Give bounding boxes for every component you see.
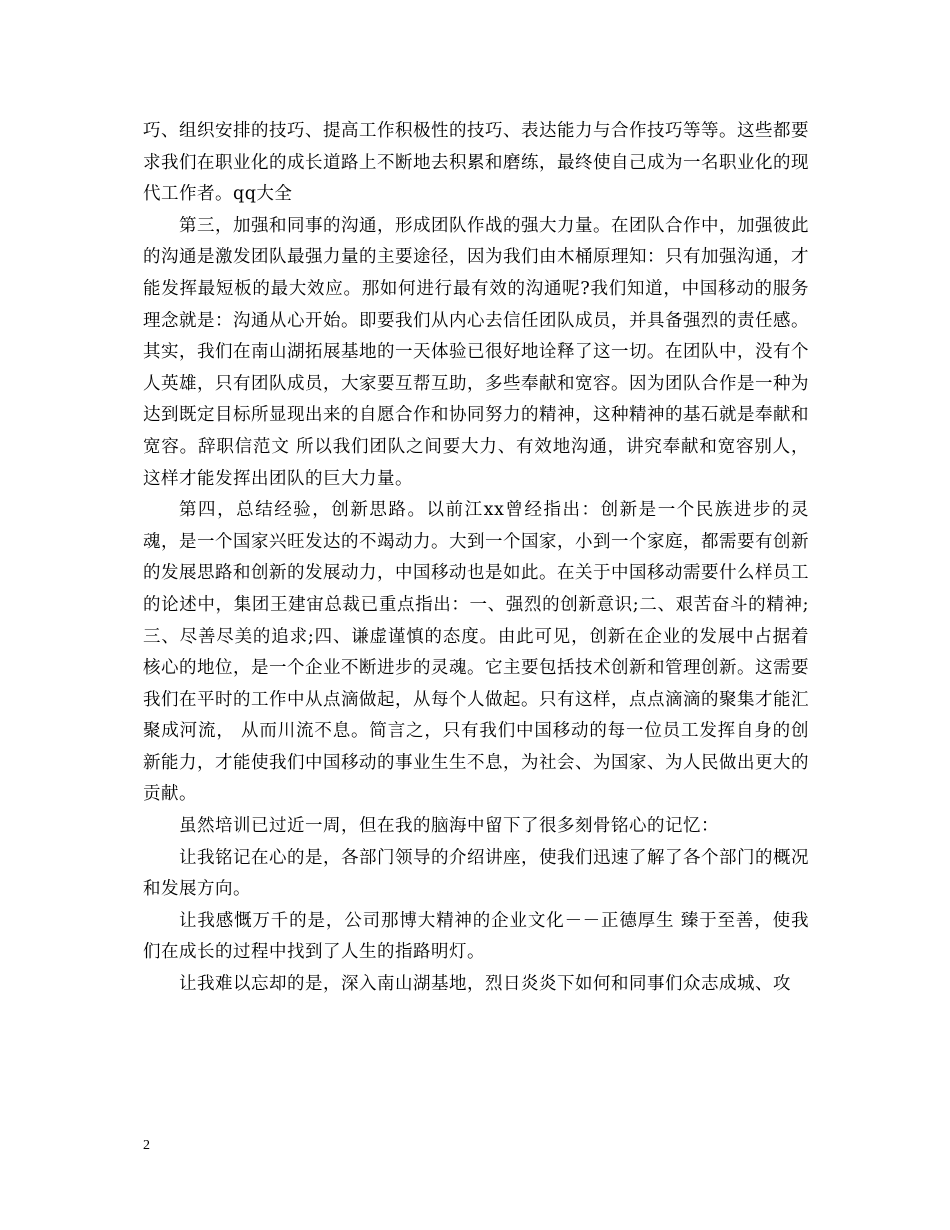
paragraph-third-point: 第三，加强和同事的沟通，形成团队作战的强大力量。在团队合作中，加强彼此的沟通是激发团队最强力量的主要途径，因为我们由木桶原理知：只有加强沟通，才能发挥最短板的最大效应。那如何进行最有效的沟通呢?我们知道，中国移动的服务理念就是：沟通从心开始。即要我们从内心去信任团队成员，并具备强烈的责任感。其实，我们在南山湖拓展基地的一天体验已很好地诠释了这一切。在团队中，没有个人英雄，只有团队成员，大家要互帮互助，多些奉献和宽容。因为团队合作是一种为达到既定目标所显现出来的自愿合作和协同努力的精神，这种精神的基石就是奉献和宽容。辞职信范文 所以我们团队之间要大力、有效地沟通，讲究奉献和宽容别人，这样才能发挥出团队的巨大力量。 bbox=[143, 215, 809, 489]
paragraph-fourth-point: 第四，总结经验，创新思路。以前江xx曾经指出：创新是一个民族进步的灵魂，是一个国家兴旺发达的不竭动力。大到一个国家，小到一个家庭，都需要有创新的发展思路和创新的发展动力，中国移动也是如此。在关于中国移动需要什么样员工的论述中，集团王建宙总裁已重点指出：一、强烈的创新意识;二、艰苦奋斗的精神;三、尽善尽美的追求;四、谦虚谨慎的态度。由此可见，创新在企业的发展中占据着核心的地位，是一个企业不断进步的灵魂。它主要包括技术创新和管理创新。这需要我们在平时的工作中从点滴做起，从每个人做起。只有这样，点点滴滴的聚集才能汇聚成河流， 从而川流不息。简言之，只有我们中国移动的每一位员工发挥自身的创新能力，才能使我们中国移动的事业生生不息，为社会、为国家、为人民做出更大的贡献。 bbox=[143, 500, 809, 805]
page-number: 2 bbox=[143, 1138, 150, 1153]
paragraph-memory-lectures: 让我铭记在心的是，各部门领导的介绍讲座，使我们迅速了解了各个部门的概况和发展方向。 bbox=[143, 847, 809, 900]
paragraph-continuation: 巧、组织安排的技巧、提高工作积极性的技巧、表达能力与合作技巧等等。这些都要求我们在职业化的成长道路上不断地去积累和磨练，最终使自己成为一名职业化的现代工作者。qq大全 bbox=[143, 121, 809, 205]
body-text bbox=[143, 116, 809, 1001]
paragraph-memory-base: 让我难以忘却的是，深入南山湖基地，烈日炎炎下如何和同事们众志成城、攻 bbox=[179, 974, 791, 995]
paragraph-memory-culture: 让我感慨万千的是，公司那博大精神的企业文化－－正德厚生 臻于至善，使我们在成长的过程中找到了人生的指路明灯。 bbox=[143, 910, 809, 963]
paragraph-training-memories: 虽然培训已过近一周，但在我的脑海中留下了很多刻骨铭心的记忆： bbox=[179, 816, 719, 837]
